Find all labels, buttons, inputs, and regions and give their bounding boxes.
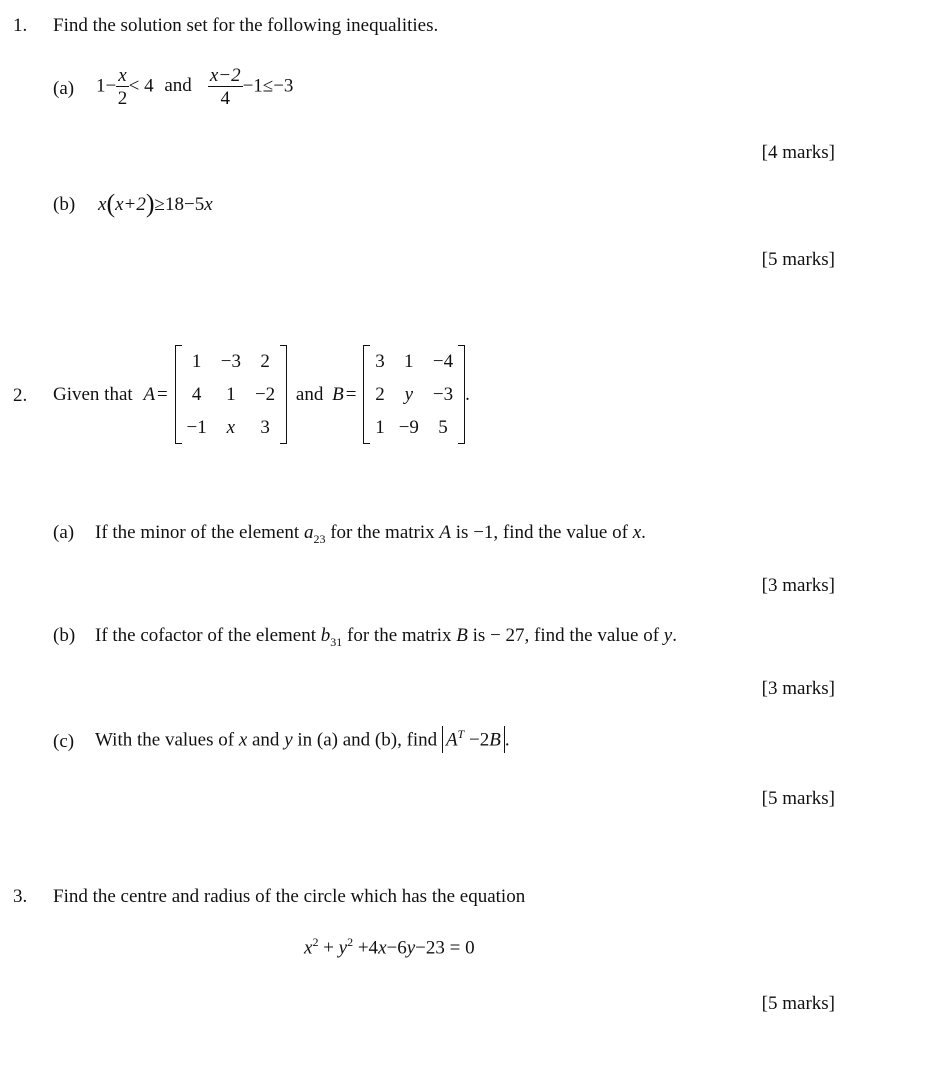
matrix-a-cell: −1 <box>186 417 207 438</box>
matrix-b-cell: −4 <box>432 351 454 372</box>
matrix-b-cell: 2 <box>375 384 385 405</box>
q3-marks: [5 marks] <box>761 993 835 1014</box>
determinant-bars: $A^T -2B$ <box>442 726 505 753</box>
q1a-fraction-1: $\frac{x}{2}$ <box>117 65 128 109</box>
matrix-a-cell: 3 <box>260 417 270 438</box>
q2c-marks: [5 marks] <box>761 788 835 809</box>
q1b-expression: x(x+2)≥18−5x <box>98 189 213 218</box>
matrix-b-cell: 5 <box>438 417 448 438</box>
q3-prompt: Find the centre and radius of the circle which has the equation <box>53 886 526 907</box>
matrix-a-cell: 1 <box>191 351 202 372</box>
matrix-b-cell: −9 <box>398 417 419 438</box>
q1b-marks: [5 marks] <box>761 249 835 270</box>
matrix-a-cell: 2 <box>260 351 270 372</box>
q1a-expression: 1− $\frac{x}{2}$ < 4 and $\frac{x-2}{4}$ −1≤−3 <box>96 65 294 109</box>
q2c-label: (c) <box>53 731 75 752</box>
matrix-b-cell: −3 <box>432 384 454 405</box>
matrix-b-cell: 1 <box>404 351 414 372</box>
matrix-a-cell: −3 <box>220 351 241 372</box>
matrix-b <box>363 345 465 444</box>
q2a-marks: [3 marks] <box>761 575 835 596</box>
q1a-label: (a) <box>53 78 75 99</box>
matrix-a-cell: x <box>226 417 236 438</box>
q3-equation: $x^2 + y^2 +4x-6y-23 = 0$ <box>304 935 475 959</box>
q1a-fraction-2: $\frac{x-2}{4}$ <box>209 65 241 109</box>
q2b-label: (b) <box>53 625 76 646</box>
q1b-label: (b) <box>53 194 76 215</box>
matrix-b-cell: y <box>404 384 414 405</box>
q2b-marks: [3 marks] <box>761 678 835 699</box>
q3-number: 3. <box>13 886 28 907</box>
q1a-marks: [4 marks] <box>761 142 835 163</box>
q2a-text: If the minor of the element $a_{23}$ for the matrix A is −1, find the value of x. <box>95 522 646 546</box>
q2a-label: (a) <box>53 522 75 543</box>
matrix-b-cell: 3 <box>375 351 385 372</box>
q2-number: 2. <box>13 385 28 406</box>
matrix-a-cell: −2 <box>254 384 276 405</box>
matrix-a <box>175 345 288 444</box>
q2c-text: With the values of x and y in (a) and (b), find $A^T -2B$ . <box>95 726 510 753</box>
q2b-text: If the cofactor of the element $b_{31}$ for the matrix B is − 27, find the value of y. <box>95 625 677 649</box>
matrix-b-cell: 1 <box>375 417 385 438</box>
matrix-a-cell: 1 <box>226 384 236 405</box>
matrix-a-cell: 4 <box>191 384 202 405</box>
q1-number: 1. <box>13 15 28 36</box>
q1-prompt: Find the solution set for the following inequalities. <box>53 15 439 36</box>
q2-given-line: Given that A = 1 −3 2 4 1 −2 −1 x 3 and B = 3 1 −4 2 y −3 1 −9 5 . <box>53 345 470 444</box>
